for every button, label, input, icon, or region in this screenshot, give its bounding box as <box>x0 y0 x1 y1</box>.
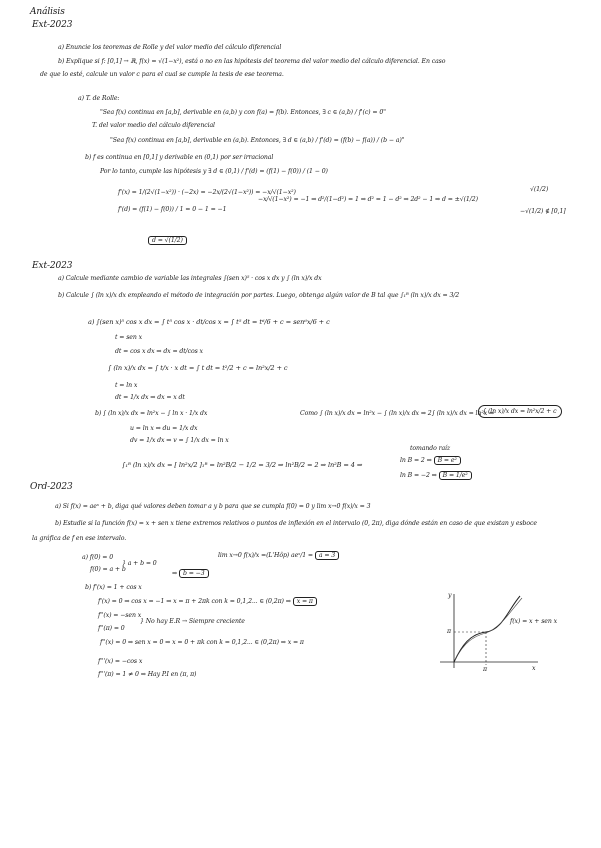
result-box: d = √(1/2) <box>148 236 187 245</box>
answer-line: f'''(x) = −cos x <box>98 658 143 665</box>
curve-label: f(x) = x + sen x <box>510 618 558 625</box>
answer-line: √(1/2) <box>530 186 549 193</box>
question: la gráfica de f en ese intervalo. <box>32 535 127 542</box>
question: b) Explique si f: [0,1] → ℝ, f(x) = √(1−x²), está o no en las hipótesis del teorema del valor medio del cálculo diferencial. En caso <box>58 58 446 65</box>
answer-line: a) f(0) = 0 <box>82 554 114 561</box>
exam-title: Ext-2023 <box>32 261 73 271</box>
result-box: x = π <box>293 597 317 606</box>
answer-line: f'(x) = 0 ⇒ cos x = −1 ⇒ x = π + 2πk con k = 0,1,2... ∈ (0,2π) ⇒ <box>98 598 291 605</box>
answer-line: t = sen x <box>115 334 142 341</box>
answer-line: ⇒ <box>172 570 178 577</box>
tick-label-x: π <box>483 666 487 673</box>
curve <box>454 596 520 662</box>
question: a) Enuncie los teoremas de Rolle y del valor medio del cálculo diferencial <box>58 44 282 51</box>
question: a) Calcule mediante cambio de variable las integrales ∫(sen x)⁵ · cos x dx y ∫ (ln x)/x dx <box>58 275 322 282</box>
answer-line: "Sea f(x) continua en [a,b], derivable en (a,b). Entonces, ∃ d ∈ (a,b) / f'(d) = (f(b) − f(a)) / (b − a)" <box>110 137 405 144</box>
answer-line: dt = cos x dx ⇒ dx = dt/cos x <box>115 348 203 355</box>
answer-line: f'(d) = (f(1) − f(0)) / 1 = 0 − 1 = −1 <box>118 206 227 213</box>
answer-line: f''(x) = −sen x <box>98 612 142 619</box>
answer-line: } No hay E.R → Siempre creciente <box>140 618 245 625</box>
answer-line: lim x→0 f(x)/x =(L'Hôp) aeˣ/1 = <box>218 552 314 559</box>
answer-line: f''(π) = 0 <box>98 625 125 632</box>
answer-line: b) f'(x) = 1 + cos x <box>85 584 142 591</box>
answer-line: u = ln x ⇒ du = 1/x dx <box>130 425 198 432</box>
answer-line: ln B = −2 ⇒ <box>400 472 437 479</box>
answer-line: } a + b = 0 <box>122 560 157 567</box>
answer-line: −x/√(1−x²) = −1 ⇒ d²/(1−d²) = 1 ⇒ d² = 1 − d² ⇒ 2d² − 1 ⇒ d = ±√(1/2) <box>258 196 478 203</box>
answer-line: ∫ (ln x)/x dx = ∫ t/x · x dt = ∫ t dt = t²/2 + c = ln²x/2 + c <box>108 364 288 372</box>
result-box: ∫ (ln x)/x dx = ln²x/2 + c <box>478 405 562 418</box>
result-box: B = 1/e² <box>439 471 472 480</box>
exam-title: Ext-2023 <box>32 20 73 30</box>
subject-title: Análisis <box>30 7 65 17</box>
result-box: a = 3 <box>315 551 339 560</box>
axis-label-x: x <box>532 665 536 672</box>
answer-line: f'(x) = 1/(2√(1−x²)) · (−2x) = −2x/(2√(1−x²)) = −x/√(1−x²) <box>118 189 296 196</box>
annotation: tomando raíz <box>410 445 451 452</box>
tick-label-y: π <box>447 628 451 635</box>
question: a) Si f(x) = aeˣ + b, diga qué valores deben tomar a y b para que se cumpla f(0) = 0 y lim x→0 f(x)/x = 3 <box>55 503 371 510</box>
answer-line: dv = 1/x dx ⇒ v = ∫ 1/x dx = ln x <box>130 437 229 444</box>
result-box: b = −3 <box>179 569 209 578</box>
question: b) Calcule ∫ (ln x)/x dx empleando el método de integración por partes. Luego, obtenga algún valor de B tal que ∫₁ᴮ (ln x)/x dx = 3/2 <box>58 292 460 299</box>
answer-line: ln B = 2 ⇒ <box>400 457 432 464</box>
answer-line: b) f es continua en [0,1] y derivable en (0,1) por ser irracional <box>85 154 274 161</box>
axis-label-y: y <box>448 592 452 599</box>
answer-line: Como ∫ (ln x)/x dx = ln²x − ∫ (ln x)/x dx ⇒ 2∫ (ln x)/x dx = ln²x ⇒ <box>300 410 495 417</box>
answer-line: T. del valor medio del cálculo diferencial <box>92 122 215 129</box>
answer-line: ∫₁ᴮ (ln x)/x dx = [ ln²x/2 ]₁ᴮ = ln²B/2 − 1/2 = 3/2 ⇒ ln²B/2 = 2 ⇒ ln²B = 4 ⇒ <box>122 461 363 469</box>
answer-line: a) T. de Rolle: <box>78 95 120 102</box>
answer-line: f(0) = a + b <box>90 566 126 573</box>
question: de que lo esté, calcule un valor c para el cual se cumple la tesis de ese teorema. <box>40 71 284 78</box>
answer-line: "Sea f(x) continua en [a,b], derivable en (a,b) y con f(a) = f(b). Entonces, ∃ c ∈ (a,b) / f'(c) = 0" <box>100 109 386 116</box>
answer-line: t = ln x <box>115 382 138 389</box>
answer-line: b) ∫ (ln x)/x dx = ln²x − ∫ ln x · 1/x dx <box>95 410 208 417</box>
answer-line: Por lo tanto, cumple las hipótesis y ∃ d ∈ (0,1) / f'(d) = (f(1) − f(0)) / (1 − 0) <box>100 168 328 175</box>
answer-line: f''(x) = 0 ⇒ sen x = 0 ⇒ x = 0 + πk con k = 0,1,2... ∈ (0,2π) ⇒ x = π <box>100 639 304 646</box>
answer-line: dt = 1/x dx ⇒ dx = x dt <box>115 394 185 401</box>
answer-line: f'''(π) = 1 ≠ 0 ⇒ Hay P.I en (π, π) <box>98 671 197 678</box>
question: b) Estudie si la función f(x) = x + sen x tiene extremos relativos o puntos de inflexión en el intervalo (0, 2π), diga dónde están en caso de que existan y esboce <box>55 520 537 527</box>
answer-line: −√(1/2) ∉ [0,1] <box>520 208 566 215</box>
exam-title: Ord-2023 <box>30 482 73 492</box>
answer-line: a) ∫(sen x)⁵ cos x dx = ∫ t⁵ cos x · dt/cos x = ∫ t⁵ dt = t⁶/6 + c = sen⁶x/6 + c <box>88 318 330 326</box>
result-box: B = e² <box>434 456 461 465</box>
